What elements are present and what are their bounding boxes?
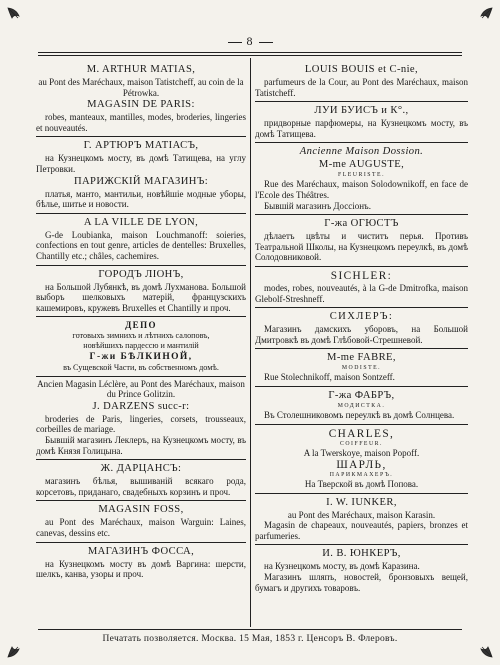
ad-iunker-ru	[255, 545, 468, 596]
ad-sichler-ru	[255, 308, 468, 349]
ad-text: дѣлаетъ цвѣты и чиститъ перья. Противъ Театральной Школы, на Кузнецкомъ переулкѣ, въ домѣ Солодовниковой.	[255, 231, 468, 263]
ad-title: ШАРЛЬ,	[336, 459, 387, 472]
column-divider	[250, 58, 251, 627]
ad-text: Въ Столешниковомъ переулкѣ въ домѣ Солнцева.	[264, 409, 455, 420]
ad-arthur-matias-fr	[36, 61, 246, 137]
ad-title: ПАРИЖСКІЙ МАГАЗИНЪ:	[73, 175, 209, 187]
ad-text: au Pont des Maréchaux, maison Warguin: Laines, canevas, dessins etc.	[36, 517, 246, 538]
ad-darzens-fr	[36, 377, 246, 461]
ad-text: на Кузнецкомъ мосту, въ домѣ Татищева, на углу Петровки.	[36, 153, 246, 174]
ad-arthur-matias-ru	[36, 137, 246, 213]
ad-title: Г-жа ФАБРЪ,	[328, 389, 395, 401]
ad-subtitle: FLEURISTE.	[337, 172, 386, 179]
ad-ville-de-lyon-fr	[36, 214, 246, 266]
ad-text: платья, манто, мантильи, новѣйшіе модные уборы, бѣлье, шитье и новости.	[36, 188, 246, 210]
ad-title: ДЕПО	[125, 320, 157, 331]
ad-title: MAGASIN DE PARIS:	[87, 99, 195, 111]
ad-title: Ж. ДАРЦАНСЪ:	[100, 463, 182, 475]
ad-title: ГОРОДЪ ЛІОНЪ,	[98, 268, 184, 280]
ad-text: parfumeurs de la Cour, au Pont des Maréchaux, maison Tatistcheff.	[255, 77, 468, 98]
ad-title: ЛУИ БУИСЪ и К°.,	[314, 105, 409, 117]
ad-title: И. В. ЮНКЕРЪ,	[322, 548, 401, 560]
ad-louis-bouis-fr	[255, 61, 468, 102]
ad-subtitle: МОДИСТКА.	[337, 402, 386, 409]
top-left-ornament	[6, 6, 32, 32]
top-right-ornament	[468, 6, 494, 32]
ad-text: Магазинъ дамскихъ уборовъ, на Большой Дмитровкѣ въ домѣ Глѣбовой-Стрешневой.	[255, 324, 468, 345]
ad-subtitle: MODISTE.	[341, 365, 382, 372]
ad-text: G-de Loubianka, maison Louchmanoff: soieries, confections en tout genre, articles de dentelles: Bruxelles, Chantilly etc.; châles, cachemires.	[36, 229, 246, 261]
footer-rule	[38, 629, 462, 630]
ad-louis-bouis-ru	[255, 102, 468, 143]
ad-text: Rue des Maréchaux, maison Solodownikoff, en face de l'Ecole des Théâtres.	[255, 179, 468, 200]
ad-text: магазинъ бѣлья, вышиваній всякаго рода, корсетовъ, приданаго, свадебныхъ корзинъ и проч.	[36, 476, 246, 497]
left-column	[36, 61, 246, 583]
ad-title: МАГАЗИНЪ ФОССА,	[87, 545, 195, 557]
ad-text: новѣйшихъ пардессю и мантилій	[83, 340, 199, 350]
ad-text: Бывшій магазинъ Леклеръ, на Кузнецкомъ мосту, въ домѣ Князя Голицына.	[36, 434, 246, 456]
ad-title: СИХЛЕРЪ:	[329, 311, 394, 323]
ad-text: На Тверской въ домѣ Попова.	[304, 479, 419, 490]
ad-title: MAGASIN FOSS,	[98, 504, 184, 516]
ad-foss-ru	[36, 543, 246, 583]
ad-text: A la Twerskoye, maison Popoff.	[303, 447, 420, 458]
ad-title: I. W. IUNKER,	[326, 496, 397, 508]
ad-charles	[255, 425, 468, 494]
ad-text: на Большой Лубянкѣ, въ домѣ Лухманова. Большой выборъ шелковыхъ матерій, французскихъ кашемировъ, кружевъ Bruxelles et Chantilly и проч.	[36, 281, 246, 313]
ad-text: broderies de Paris, lingeries, corsets, trousseaux, corbeilles de mariage.	[36, 413, 246, 435]
ad-text: au Pont des Maréchaux, maison Tatistcheff, au coin de la Pétrowka.	[38, 77, 244, 98]
ad-auguste-fr	[255, 143, 468, 215]
ad-sichler-fr	[255, 267, 468, 308]
ad-text: Magasin de chapeaux, nouveautés, papiers, bronzes et parfumeries.	[255, 520, 468, 541]
ad-title: Г. АРТЮРЪ МАТІАСЪ,	[83, 140, 199, 152]
ad-text: готовыхъ зимнихъ и лѣтнихъ салоповъ,	[72, 331, 210, 341]
ad-title: Ancienne Maison Dossion.	[299, 146, 424, 158]
ad-fabre-fr	[255, 349, 468, 387]
ad-text: въ Сущевской Части, въ собственномъ домѣ.	[63, 363, 219, 372]
ad-text: modes, robes, nouveautés, à la G-de Dmitrofka, maison Glebolf-Streshneff.	[255, 282, 468, 304]
ad-text: au Pont des Maréchaux, maison Karasin.	[287, 509, 436, 520]
ad-fabre-ru	[255, 387, 468, 425]
ad-text: Rue Stolechnikoff, maison Sontzeff.	[264, 372, 395, 383]
ad-title: LOUIS BOUIS et C-nie,	[304, 64, 419, 75]
ad-title: Г-жа ОГЮСТЪ	[324, 218, 399, 230]
ad-title: SICHLER:	[330, 269, 393, 282]
ad-name: M-me AUGUSTE,	[318, 159, 405, 171]
ad-text: Магазинъ шляпъ, новостей, бронзовыхъ вещей, бумагъ и другихъ товаровъ.	[255, 572, 468, 593]
ad-foss-fr	[36, 501, 246, 542]
ad-title: M-me FABRE,	[327, 352, 396, 364]
ad-text: придворные парфюмеры, на Кузнецкомъ мосту, въ домѣ Татищева.	[255, 118, 468, 139]
ad-title: M. ARTHUR MATIAS,	[86, 64, 196, 75]
ad-darzens-ru	[36, 460, 246, 501]
ad-text: на Кузнецкомъ мосту, въ домѣ Каразина.	[264, 561, 420, 572]
ad-subtitle: COIFFEUR.	[340, 440, 383, 447]
ad-subtitle: ПАРИКМАХЕРЪ.	[329, 472, 394, 479]
ad-text: robes, manteaux, mantilles, modes, broderies, lingeries et nouveautés.	[36, 112, 246, 133]
ad-text: Ancien Magasin Léclère, au Pont des Maréchaux, maison du Prince Golitzin.	[37, 378, 245, 400]
top-rule	[38, 52, 462, 53]
ad-text: Бывшій магазинъ Доссіонъ.	[264, 200, 371, 211]
ad-title: CHARLES,	[328, 427, 395, 440]
ad-belkina-depot	[36, 317, 246, 376]
right-column	[255, 61, 468, 596]
ad-ville-de-lyon-ru	[36, 266, 246, 318]
ad-title: A LA VILLE DE LYON,	[83, 216, 199, 228]
ad-title: J. DARZENS succ-r:	[92, 400, 190, 412]
ad-iunker-fr	[255, 494, 468, 546]
ad-text: на Кузнецкомъ мосту въ домѣ Варгина: шерсти, шелкъ, канва, узоры и проч.	[36, 558, 246, 580]
ad-auguste-ru	[255, 215, 468, 267]
censor-footer: Печатать позволяется. Москва. 15 Мая, 1853 г. Ценсоръ В. Флеровъ.	[102, 634, 398, 644]
ad-title: Г-жи БѢЛКИНОЙ,	[89, 351, 193, 362]
top-rule-2	[38, 55, 462, 56]
page-number: 8	[0, 34, 500, 49]
